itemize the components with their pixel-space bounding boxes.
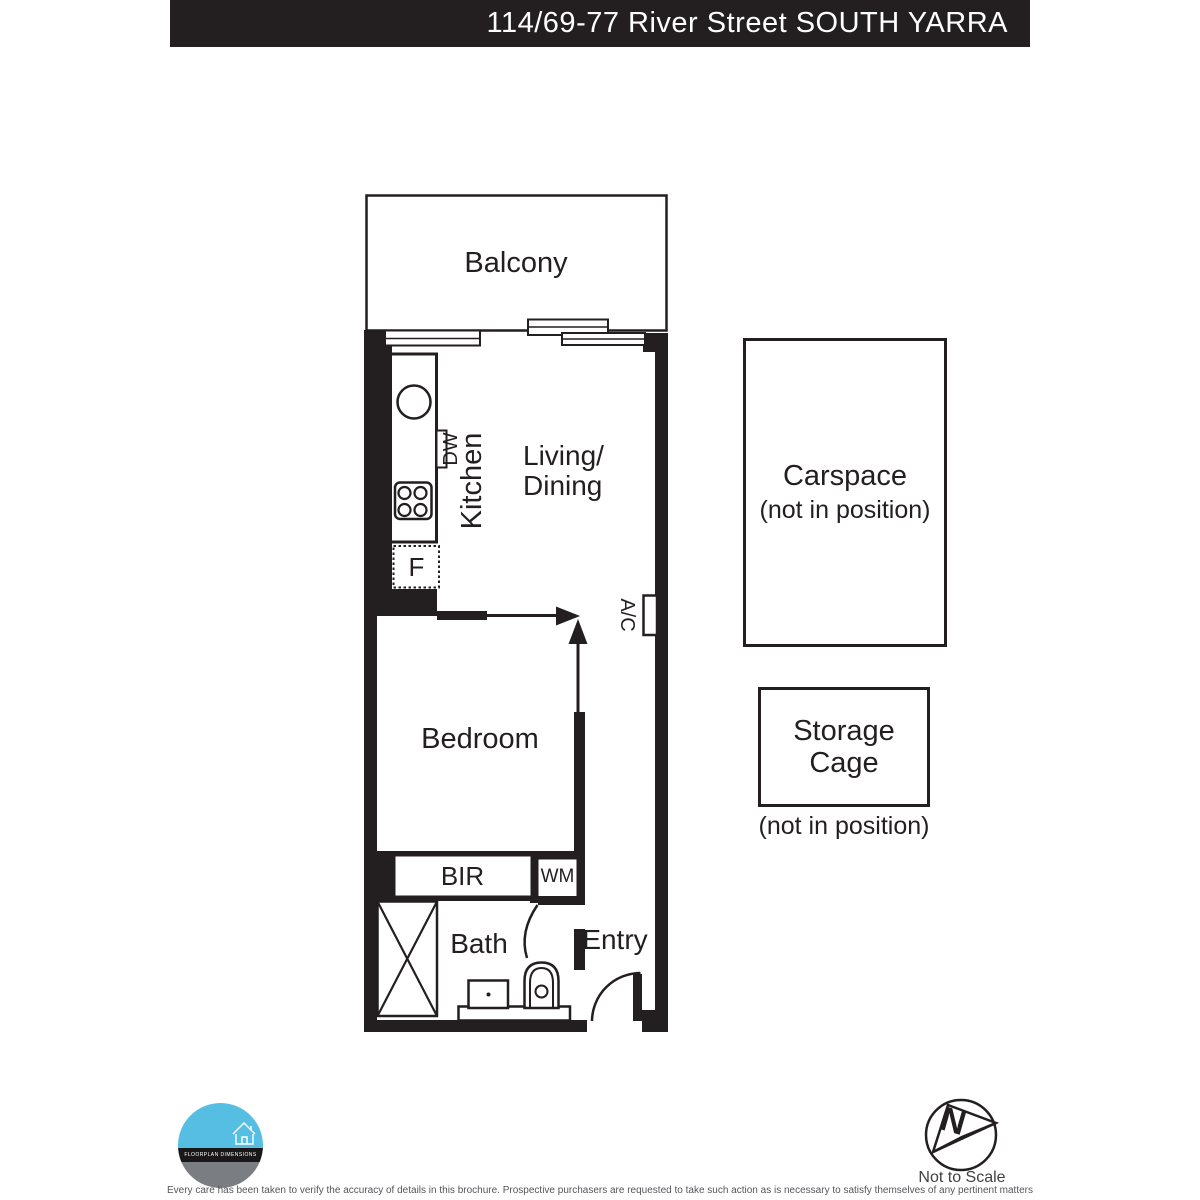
basin-drain <box>487 993 491 997</box>
burner-icon <box>399 487 411 499</box>
bath-label: Bath <box>450 928 508 959</box>
dishwasher-label: DW <box>440 432 462 466</box>
disclaimer-text: Every care has been taken to verify the accuracy of details in this brochure. Prospective purchasers are requested to take such action as is necessary to satisfy themselves of any pertinent matters <box>167 1185 1033 1196</box>
not-to-scale-label: Not to Scale <box>918 1169 1006 1186</box>
entry-arrows-group <box>487 607 588 713</box>
wall-bottom <box>364 1020 587 1032</box>
carspace-note: (not in position) <box>759 496 931 524</box>
arrow-horizontal-shaft <box>487 614 557 617</box>
logo-band <box>178 1148 263 1162</box>
arrow-right-icon <box>556 607 580 626</box>
wm-label: WM <box>540 866 575 887</box>
living-line2: Dining <box>523 470 603 501</box>
storage-line2: Cage <box>809 747 879 779</box>
arrow-vertical-shaft <box>577 644 580 712</box>
burner-icon <box>415 487 427 499</box>
wall-bottom-right-corner <box>642 1010 668 1032</box>
burner-icon <box>415 504 427 516</box>
arrow-up-icon <box>569 619 588 644</box>
bath-door-leaf <box>538 897 580 905</box>
page-title: 114/69-77 River Street SOUTH YARRA <box>486 7 1008 39</box>
wall-arrow-stub <box>437 611 487 620</box>
storage-line1: Storage <box>793 715 895 747</box>
kitchen-label: Kitchen <box>456 432 488 530</box>
brand-logo <box>178 1103 263 1188</box>
fridge-label: F <box>408 552 425 582</box>
wall-bedroom-top <box>364 589 437 616</box>
entry-label: Entry <box>582 924 648 955</box>
living-line1: Living/ <box>523 440 604 471</box>
storage-box <box>758 687 930 807</box>
living-dining-label <box>523 441 604 501</box>
carspace-box <box>743 338 947 647</box>
north-compass-icon <box>926 1100 996 1170</box>
bir-label: BIR <box>440 861 485 891</box>
carspace-label: Carspace <box>782 460 908 492</box>
wall-left-of-bir <box>364 851 392 901</box>
ac-box <box>644 596 658 636</box>
burner-icon <box>399 504 411 516</box>
compass-north-label: N <box>935 1099 971 1144</box>
house-icon <box>232 1121 258 1145</box>
wall-left-balcony-block <box>364 330 386 346</box>
bedroom-label: Bedroom <box>421 723 539 755</box>
storage-note: (not in position) <box>758 812 930 840</box>
ac-label: A/C <box>616 598 638 632</box>
entry-door-leaf <box>633 974 642 1021</box>
balcony-label: Balcony <box>464 247 568 279</box>
logo-brand-text: FLOORPLAN DIMENSIONS <box>184 1152 257 1158</box>
sink-icon <box>398 386 431 419</box>
